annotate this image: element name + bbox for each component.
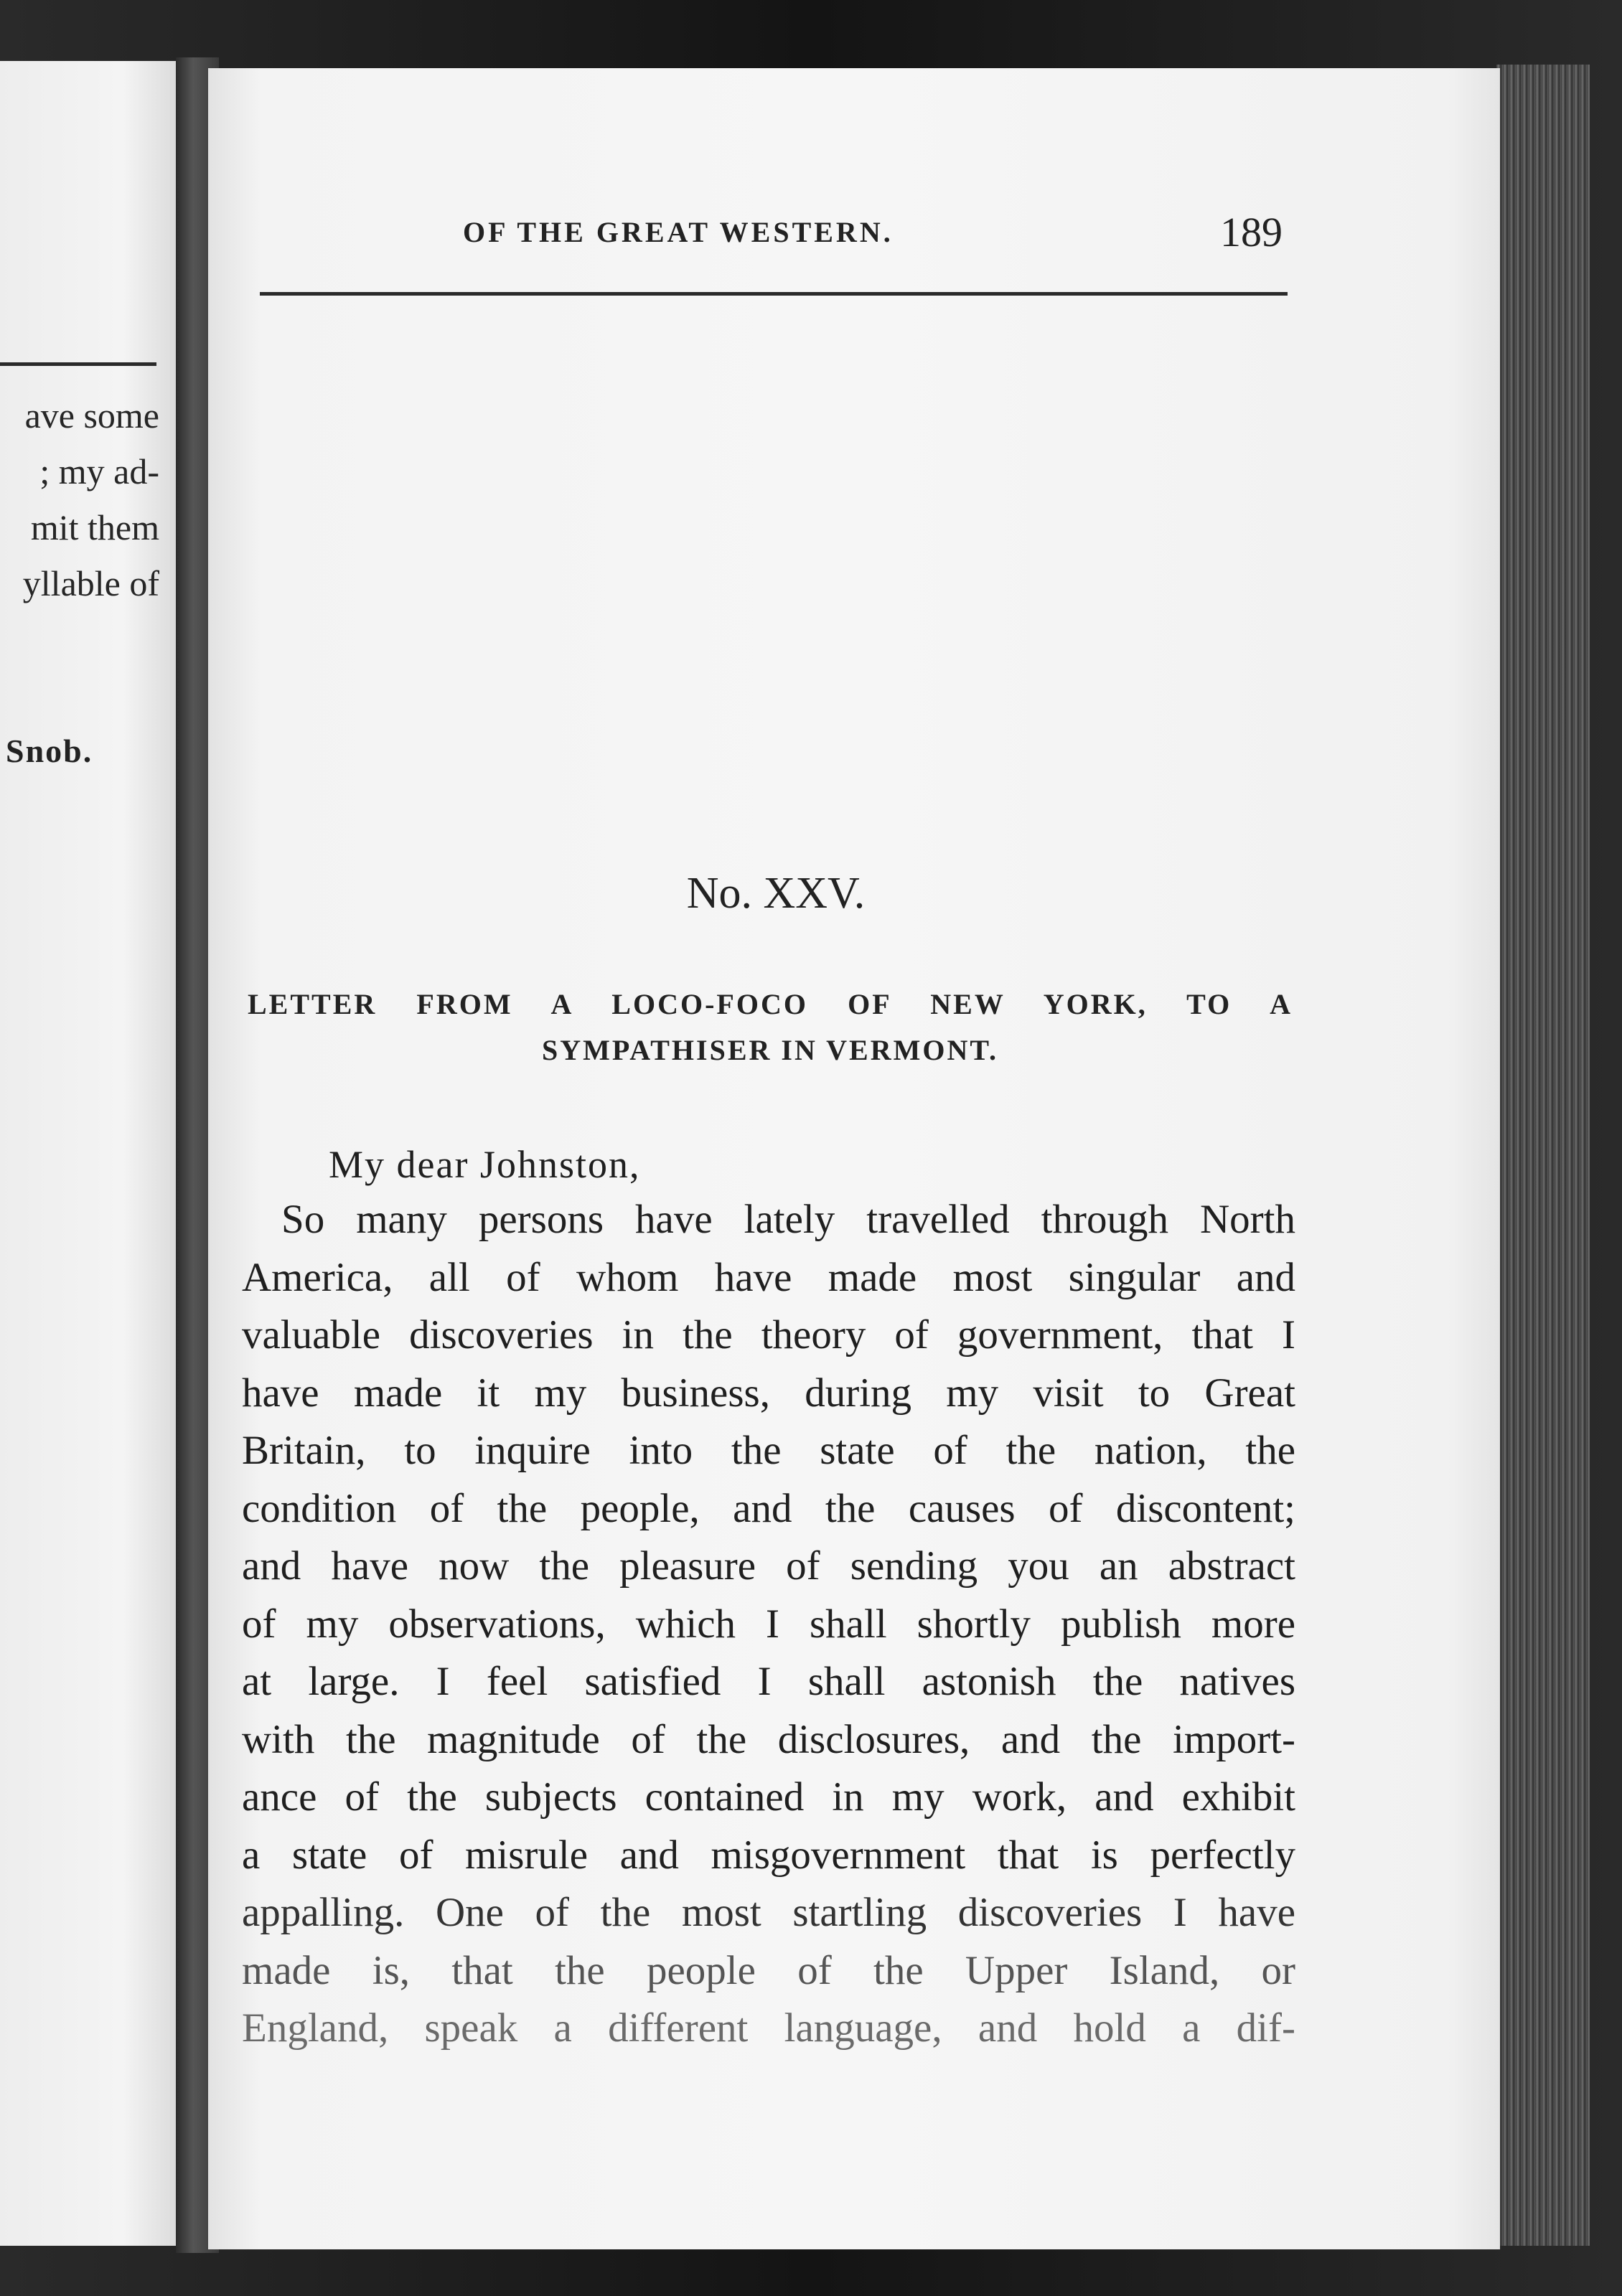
- body-line: with the magnitude of the disclosures, and the import-: [242, 1716, 1295, 1762]
- page-number: 189: [1220, 209, 1283, 255]
- body-line: appalling. One of the most startling discoveries I have: [242, 1890, 1295, 1935]
- body-text: [242, 1191, 1295, 2058]
- left-page-signature: Snob.: [6, 733, 93, 769]
- body-line: So many persons have lately travelled through North: [281, 1197, 1295, 1242]
- body-line: a state of misrule and misgovernment that is perfectly: [242, 1832, 1295, 1878]
- left-page-line: ; my ad-: [39, 451, 159, 491]
- body-line: ance of the subjects contained in my work, and exhibit: [242, 1774, 1295, 1820]
- header-rule: [260, 292, 1288, 296]
- letter-heading: [248, 987, 1293, 1079]
- left-page: [0, 61, 176, 2246]
- body-line: have made it my business, during my visit to Great: [242, 1370, 1295, 1416]
- left-page-line: mit them: [30, 507, 159, 547]
- left-page-text: [0, 387, 159, 611]
- page-edges: [1496, 65, 1590, 2246]
- body-line: and have now the pleasure of sending you an abstract: [242, 1543, 1295, 1589]
- salutation: My dear Johnston,: [329, 1143, 641, 1186]
- body-line: condition of the people, and the causes of discontent;: [242, 1485, 1295, 1531]
- letter-heading-line: SYMPATHISER IN VERMONT.: [541, 1034, 999, 1066]
- left-page-line: yllable of: [22, 563, 159, 603]
- letter-number: No. XXV.: [686, 869, 866, 918]
- body-line: America, all of whom have made most singular and: [242, 1254, 1295, 1300]
- body-line: at large. I feel satisfied I shall astonish the natives: [242, 1659, 1295, 1704]
- left-page-rule: [0, 362, 156, 366]
- running-head: OF THE GREAT WESTERN.: [463, 216, 894, 248]
- letter-heading-line: LETTER FROM A LOCO-FOCO OF NEW YORK, TO A: [248, 988, 1293, 1020]
- body-line: valuable discoveries in the theory of government, that I: [242, 1312, 1295, 1358]
- left-page-line: ave some: [24, 395, 159, 436]
- body-line: Britain, to inquire into the state of the nation, the: [242, 1428, 1295, 1473]
- body-line: England, speak a different language, and hold a dif-: [242, 2005, 1295, 2051]
- body-line: made is, that the people of the Upper Island, or: [242, 1947, 1295, 1993]
- body-line: of my observations, which I shall shortly publish more: [242, 1601, 1295, 1647]
